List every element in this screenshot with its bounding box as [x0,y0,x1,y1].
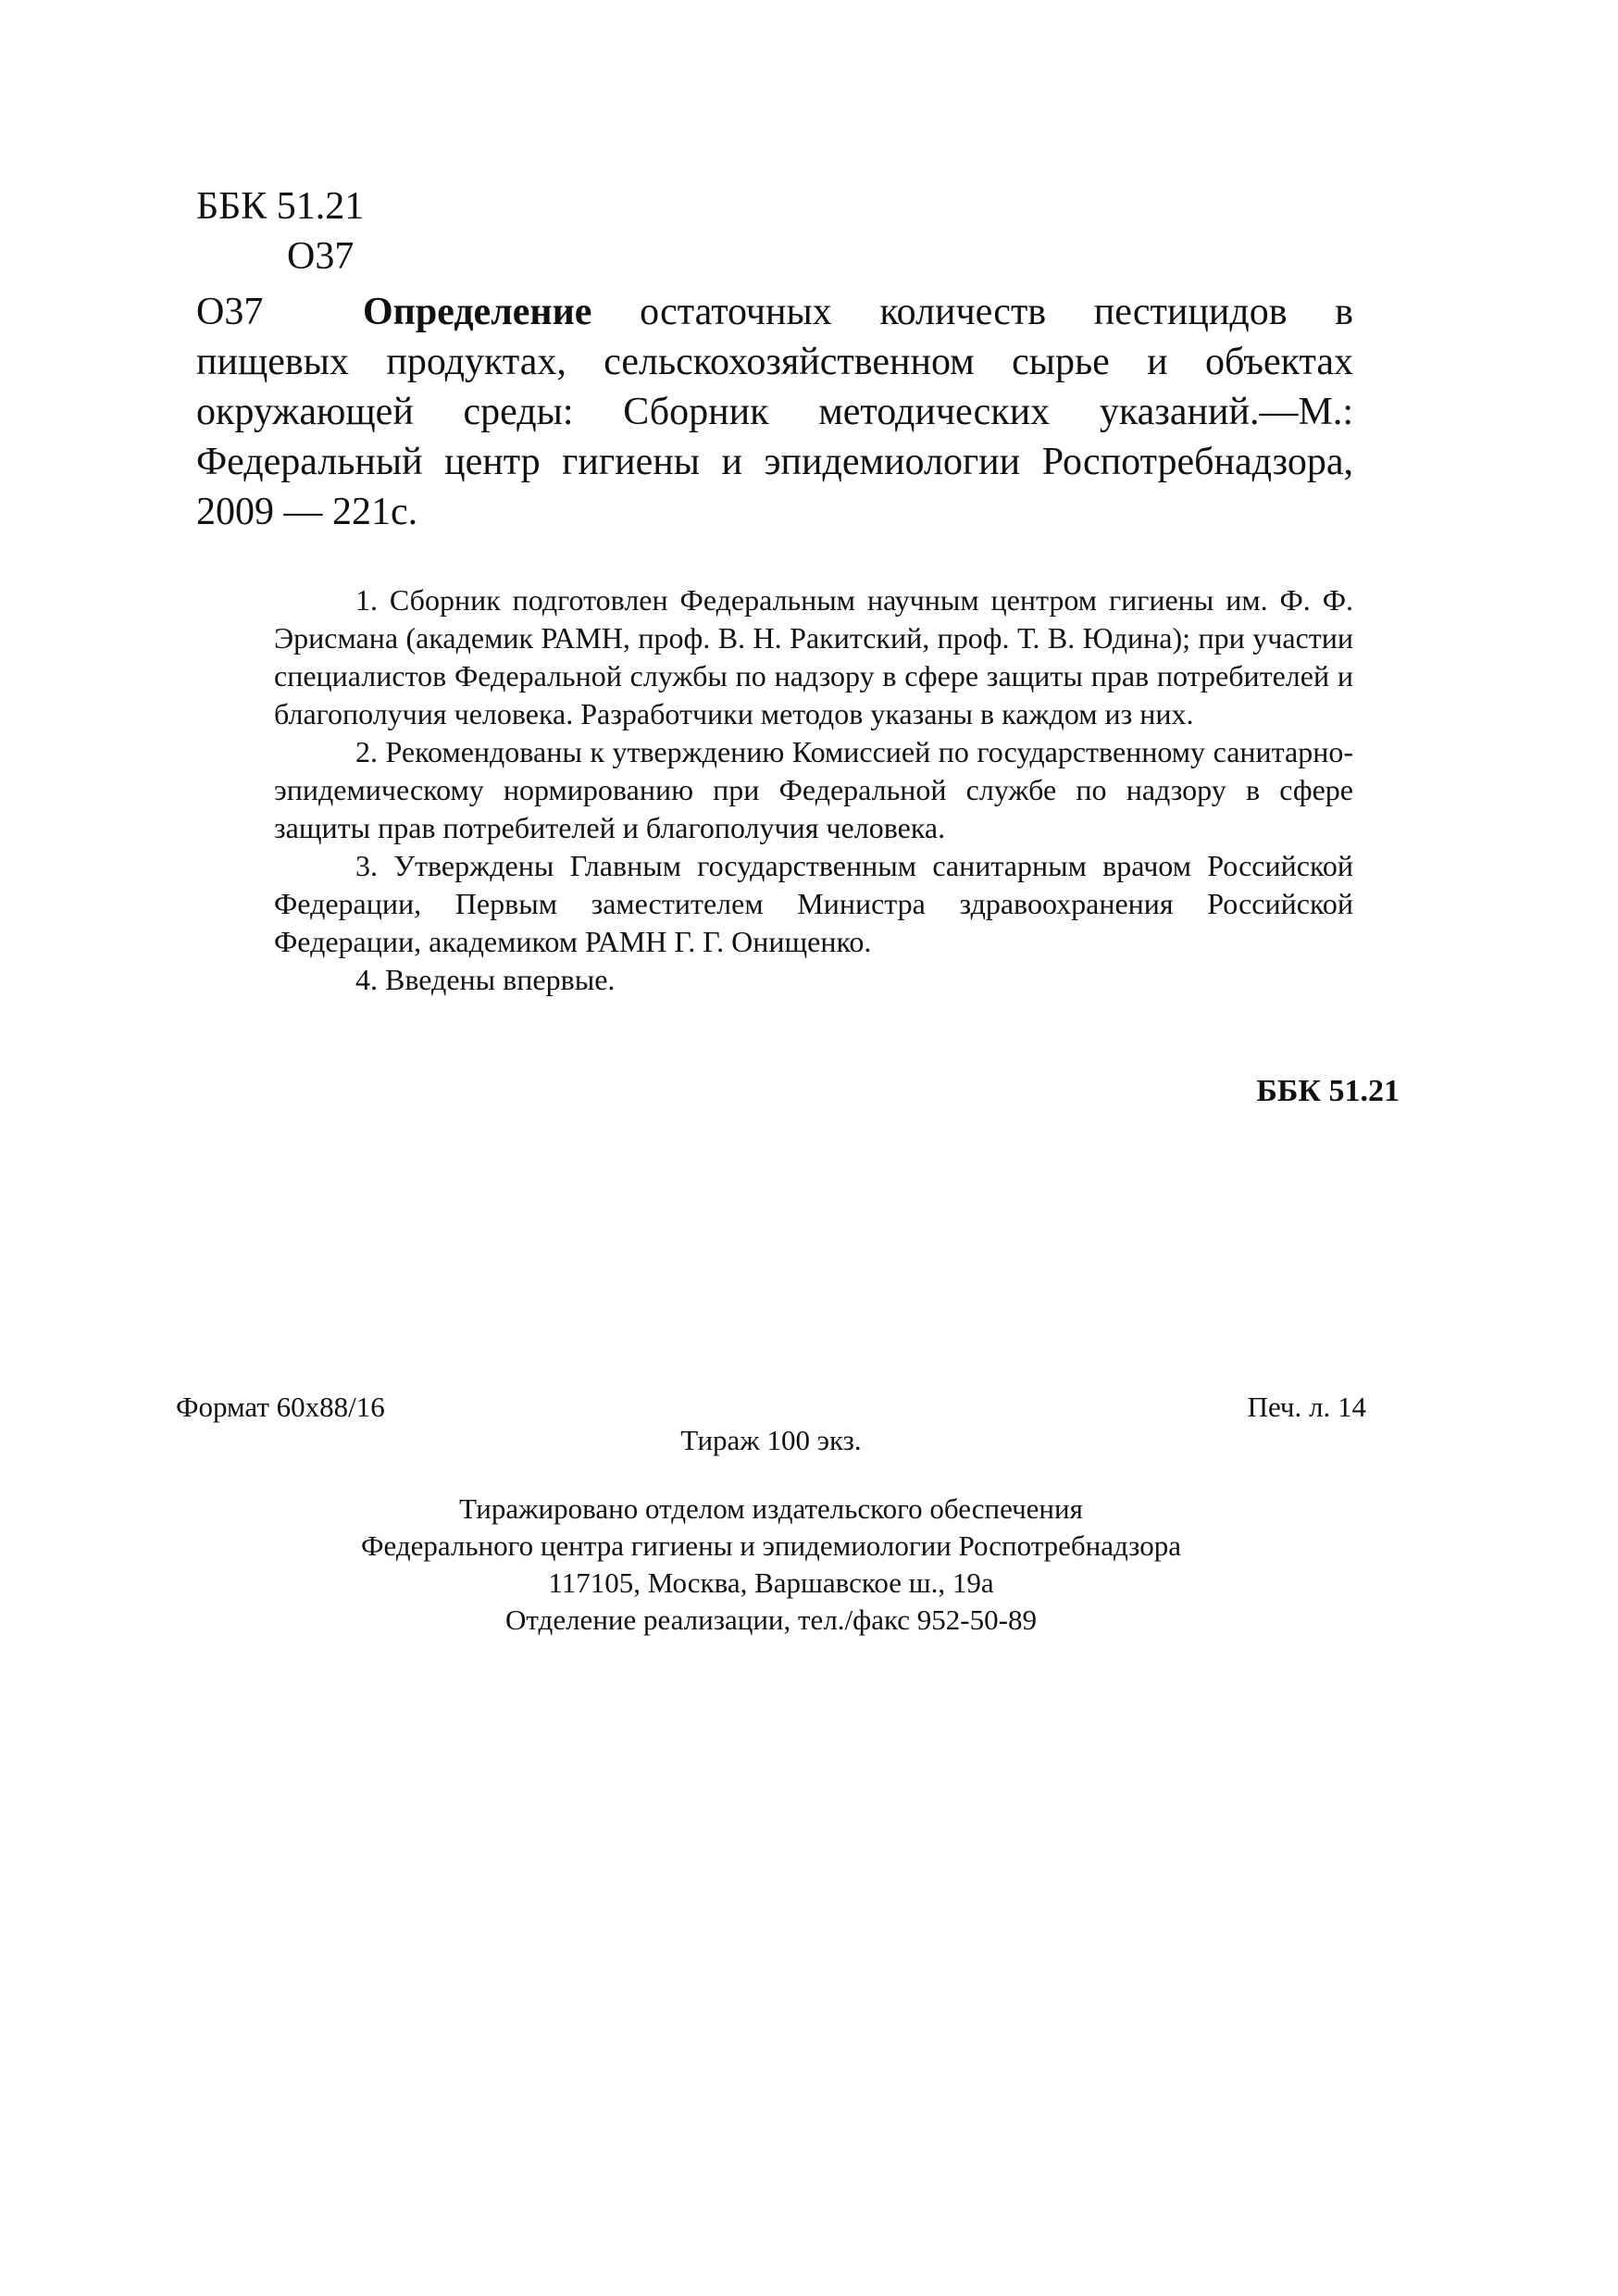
bbk-footer: ББК 51.21 [1256,1074,1400,1108]
entry-body [196,287,1353,537]
entry-title-word: Определение [363,291,592,333]
publisher-line: Федерального центра гигиены и эпидемиологии Роспотребнадзора [361,1529,1181,1562]
publisher-line: Тиражировано отделом издательского обеспечения [459,1492,1083,1525]
notes-block [274,581,1353,999]
publisher-line: Отделение реализации, тел./факс 952-50-89 [505,1603,1037,1636]
bbk-index: ББК 51.21 [196,185,365,228]
note-paragraph: 3. Утверждены Главным государственным санитарным врачом Российской Федерации, Первым заместителем Министра здравоохранения Российской Федерации, академиком РАМН Г. Г. Онищенко. [274,849,1353,958]
note-paragraph: 1. Сборник подготовлен Федеральным научным центром гигиены им. Ф. Ф. Эрисмана (академик РАМН, проф. В. Н. Ракитский, проф. Т. В. Юдина); при участии специалистов Федеральной службы по надзору в сфере защиты прав потребителей и благополучия человека. Разработчики методов указаны в каждом из них. [274,583,1353,730]
entry-author-mark: О37 [196,291,264,333]
publisher-info [176,1491,1366,1639]
bibliographic-entry [196,287,1353,537]
imprint-format: Формат 60х88/16 [176,1391,385,1423]
entry-text: остаточных количеств пестицидов в пищевых продуктах, сельскохозяйственном сырье и объектах окружающей среды: Сборник методических указаний.—М.: Федеральный центр гигиены и эпидемиологии Роспотребнадзора, 2009 — 221с. [196,291,1353,533]
imprint-sheets: Печ. л. 14 [1247,1391,1366,1423]
note-paragraph: 2. Рекомендованы к утверждению Комиссией по государственному санитарно-эпидемическому нормированию при Федеральной службе по надзору в сфере защиты прав потребителей и благополучия человека. [274,735,1353,844]
note-paragraph: 4. Введены впервые. [355,963,616,996]
author-mark: О37 [287,235,355,278]
imprint-print-run: Тираж 100 экз. [680,1424,862,1456]
publisher-line: 117105, Москва, Варшавское ш., 19а [548,1566,994,1599]
bbk-header [196,181,364,281]
